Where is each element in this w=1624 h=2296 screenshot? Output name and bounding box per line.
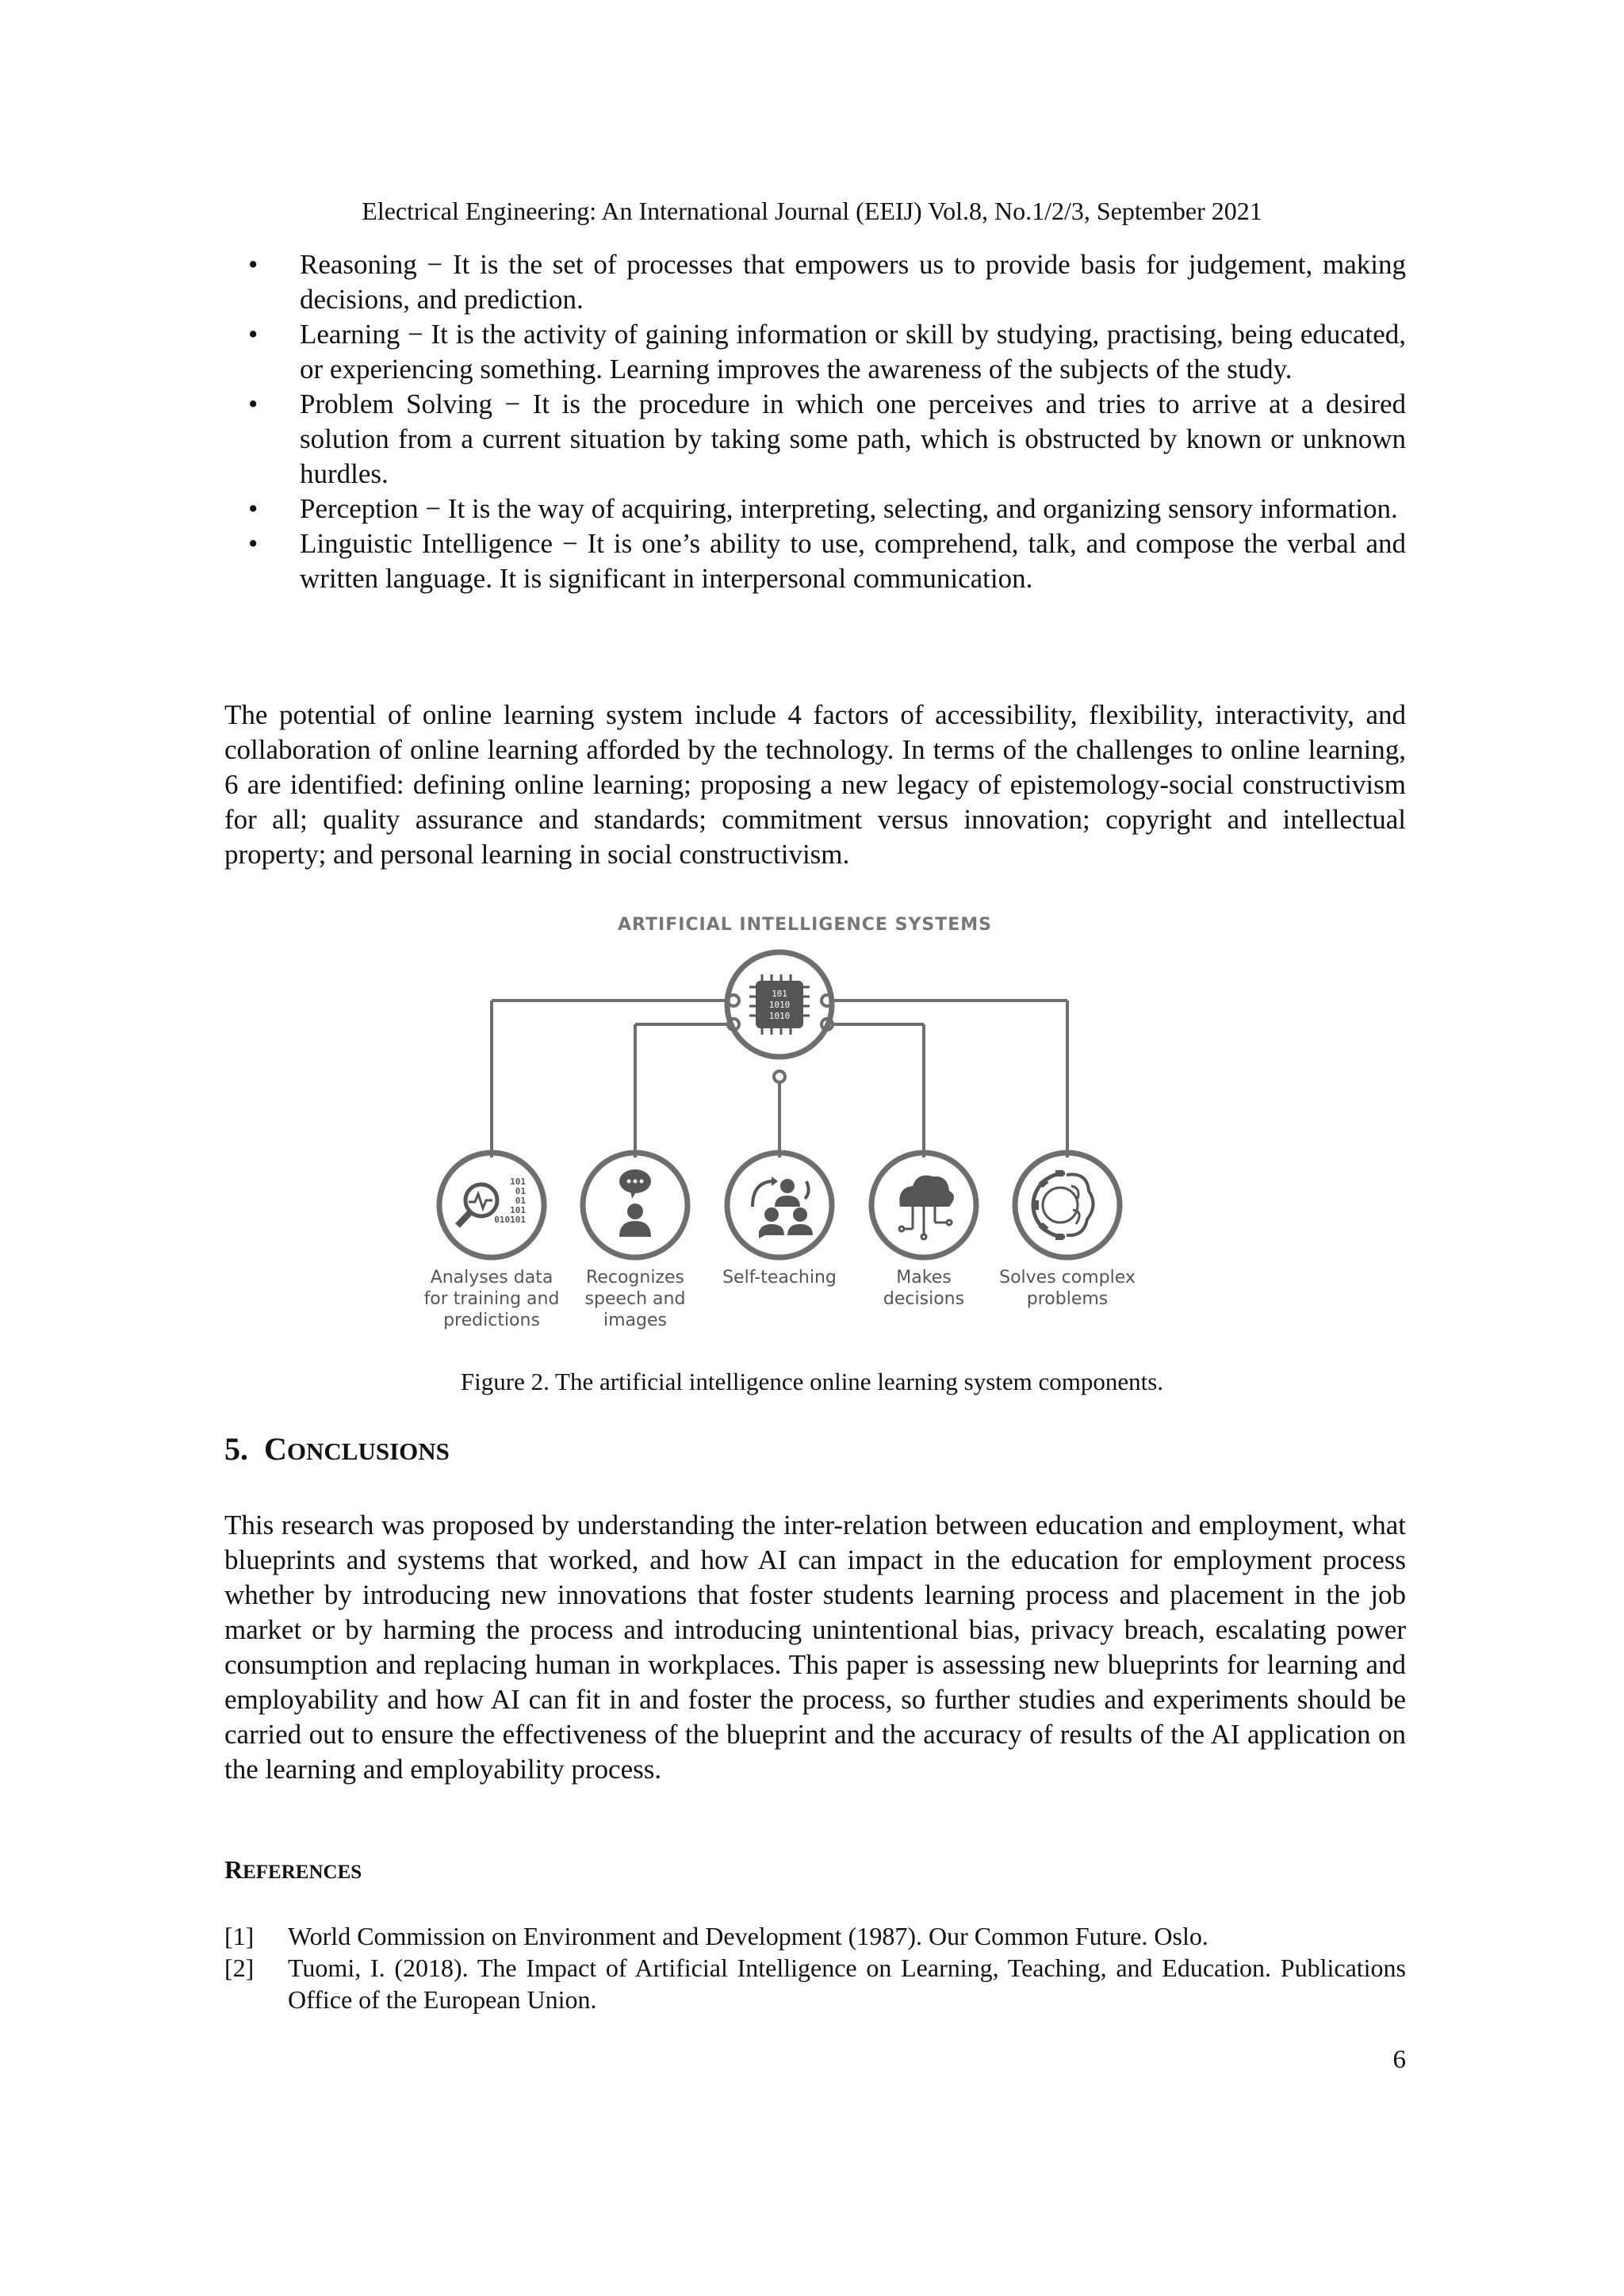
page-number: 6 (1392, 2045, 1406, 2074)
bullet-text: Learning − It is the activity of gaining information or skill by studying, practising, being educated, or experiencing something. Learning improves the awareness of the subjects of the study. (300, 319, 1406, 385)
bullet-marker: • (248, 528, 259, 559)
label-analyses-data: Analyses data for training and predictions (423, 1268, 560, 1330)
data-digits: 101 (510, 1177, 526, 1187)
connector-node (774, 1071, 785, 1082)
label-recognizes-speech: Recognizes speech and images (584, 1268, 686, 1330)
bullet-item (224, 526, 1406, 596)
section-number: 5. (224, 1431, 248, 1467)
analyses-data-icon (439, 1153, 544, 1257)
conclusions-paragraph: This research was proposed by understanding the inter-relation between education and employment, what blueprints and systems that worked, and how AI can impact in the education for employment process whether by introducing new innovations that foster students learning process and placement in the job market or by harming the process and introducing unintentional bias, privacy breach, escalating power consumption and replacing human in workplaces. This paper is assessing new blueprints for learning and employability and how AI can fit in and foster the process, so further studies and experiments should be carried out to ensure the effectiveness of the blueprint and the accuracy of results of the AI application on the learning and employability process. (224, 1510, 1406, 1785)
heading-rest: ONCLUSIONS (286, 1437, 450, 1465)
bullet-text: Linguistic Intelligence − It is one’s ability to use, comprehend, talk, and compose the verbal and written language. It is significant in interpersonal communication. (300, 528, 1406, 594)
reference-number: [2] (224, 1954, 255, 1982)
chip-digits: 1010 (768, 1000, 791, 1010)
chip-digits: 101 (772, 989, 787, 999)
data-digits: 01 (515, 1186, 526, 1196)
label-makes-decisions: Makes decisions (883, 1268, 965, 1309)
reference-item (224, 1952, 1406, 2015)
bullet-text: Perception − It is the way of acquiring, interpreting, selecting, and organizing sensory information. (300, 493, 1398, 524)
references-heading (224, 1855, 362, 1885)
bullet-item (224, 317, 1406, 387)
figure-caption: Figure 2. The artificial intelligence online learning system components. (460, 1368, 1164, 1395)
reference-number: [1] (224, 1922, 255, 1950)
bullet-marker: • (248, 388, 259, 419)
bullet-text: Reasoning − It is the set of processes that empowers us to provide basis for judgement, making decisions, and prediction. (300, 249, 1406, 315)
bullet-text: Problem Solving − It is the procedure in which one perceives and tries to arrive at a desired solution from a current situation by taking some path, which is obstructed by known or unknown hurdles. (300, 388, 1406, 489)
ai-systems-figure (423, 896, 1193, 1348)
heading-initial: R (224, 1855, 243, 1884)
section-heading-conclusions (224, 1430, 450, 1468)
bullet-item (224, 247, 1406, 317)
data-digits: 101 (510, 1205, 526, 1215)
bullet-item (224, 492, 1406, 526)
running-header: Electrical Engineering: An International Journal (EEIJ) Vol.8, No.1/2/3, September 2021 (362, 197, 1262, 225)
label-solves-problems: Solves complex problems (999, 1268, 1136, 1309)
brain-gear-icon (1015, 1153, 1120, 1257)
bullet-list (224, 247, 1406, 596)
reference-list (224, 1920, 1406, 2015)
reference-text: World Commission on Environment and Development (1987). Our Common Future. Oslo. (288, 1922, 1208, 1950)
bullet-marker: • (248, 249, 259, 280)
body-paragraph: The potential of online learning system include 4 factors of accessibility, flexibility, interactivity, and collaboration of online learning afforded by the technology. In terms of the challenges to online learning, 6 are identified: defining online learning; proposing a new legacy of epistemology-social constructivism for all; quality assurance and standards; commitment versus innovation; copyright and intellectual property; and personal learning in social constructivism. (224, 699, 1406, 870)
reference-item (224, 1920, 1406, 1952)
bullet-marker: • (248, 493, 259, 524)
heading-initial: C (264, 1431, 287, 1467)
data-digits: 010101 (494, 1215, 526, 1225)
heading-rest: EFERENCES (243, 1862, 362, 1883)
figure-title: ARTIFICIAL INTELLIGENCE SYSTEMS (618, 915, 992, 935)
label-self-teaching: Self-teaching (722, 1268, 837, 1288)
reference-text: Tuomi, I. (2018). The Impact of Artificial Intelligence on Learning, Teaching, and Education. Publications Office of the European Union. (288, 1954, 1406, 2014)
bullet-marker: • (248, 319, 259, 350)
data-digits: 01 (515, 1196, 526, 1206)
bullet-item (224, 387, 1406, 492)
chip-digits: 1010 (768, 1011, 791, 1021)
